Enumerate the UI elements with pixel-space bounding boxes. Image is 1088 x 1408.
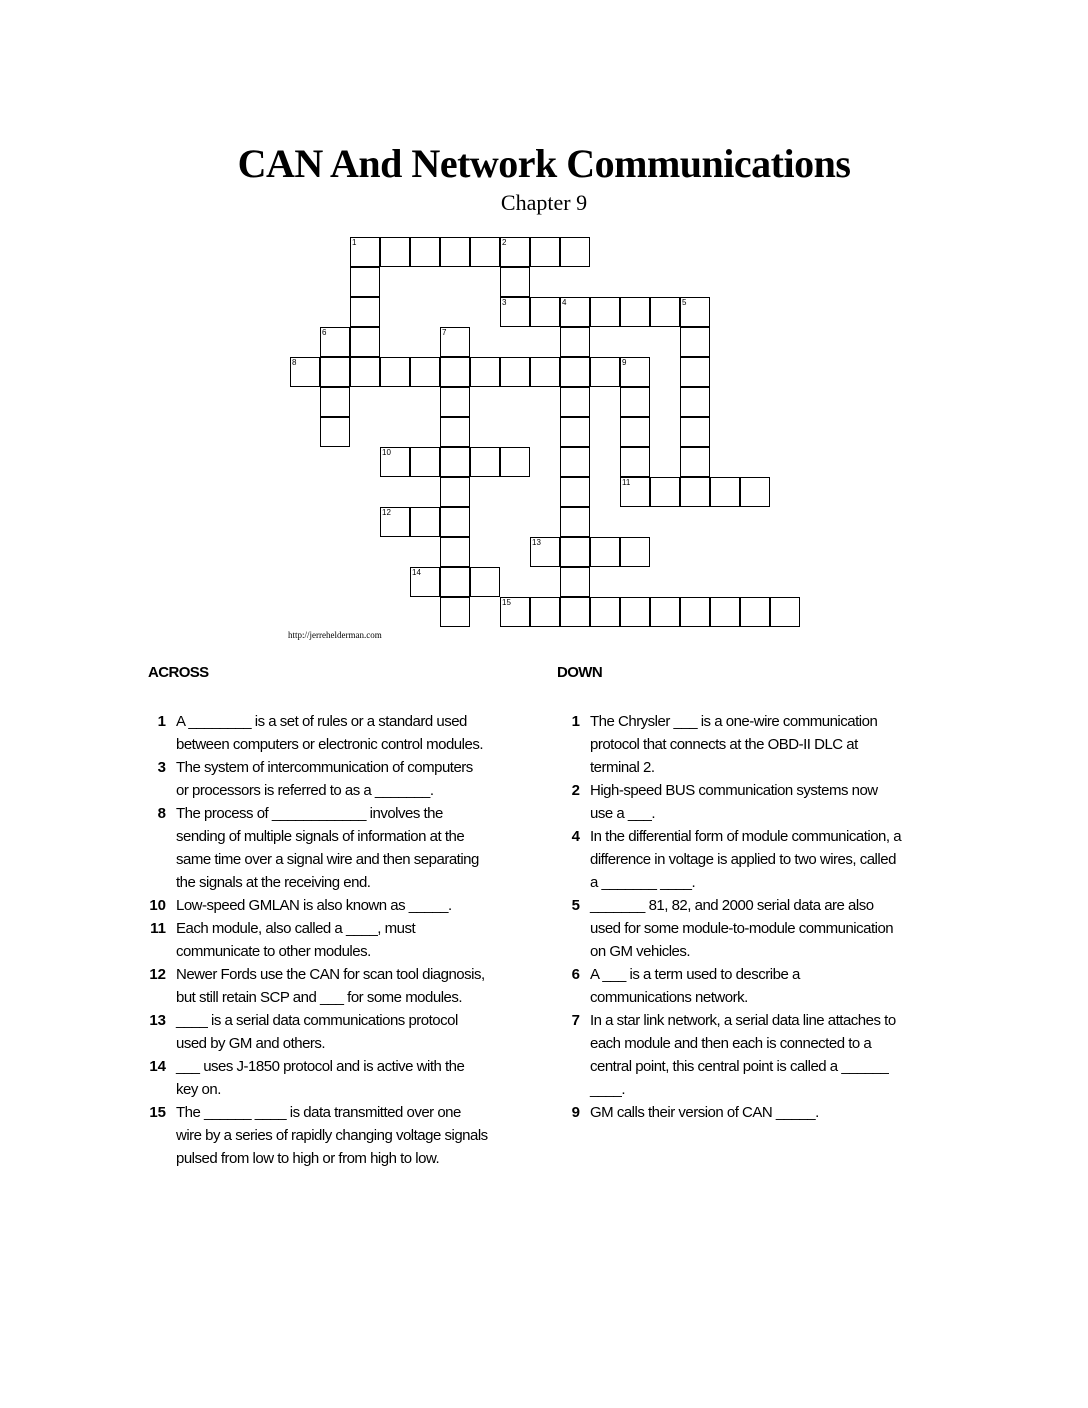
grid-cell xyxy=(470,567,500,597)
grid-cell xyxy=(620,597,650,627)
grid-cell xyxy=(560,297,590,327)
grid-cell xyxy=(350,267,380,297)
across-clue-text: Newer Fords use the CAN for scan tool diagnosis, but still retain SCP and ___ for some modules. xyxy=(176,966,485,1006)
grid-cell xyxy=(350,357,380,387)
grid-cell xyxy=(320,327,350,357)
grid-cell xyxy=(440,537,470,567)
down-clue xyxy=(562,825,902,894)
across-clue xyxy=(148,756,488,802)
grid-cell xyxy=(380,237,410,267)
grid-cell xyxy=(620,297,650,327)
grid-cell xyxy=(410,237,440,267)
grid-cell xyxy=(530,297,560,327)
grid-cell xyxy=(440,237,470,267)
grid-cell xyxy=(680,597,710,627)
grid-cell xyxy=(560,327,590,357)
down-clue-number: 1 xyxy=(571,713,580,730)
across-clue-number: 3 xyxy=(157,759,166,776)
across-clue-number: 10 xyxy=(149,897,166,914)
down-clue-number: 4 xyxy=(571,828,580,845)
grid-number: 8 xyxy=(292,358,297,367)
grid-cell xyxy=(380,507,410,537)
grid-cell xyxy=(620,417,650,447)
grid-number: 3 xyxy=(502,298,507,307)
across-clue xyxy=(148,894,488,917)
grid-cell xyxy=(440,477,470,507)
grid-cell xyxy=(620,357,650,387)
grid-cell xyxy=(350,297,380,327)
across-clue xyxy=(148,963,488,1009)
across-clue-list xyxy=(148,710,488,1170)
down-clue-number: 6 xyxy=(571,966,580,983)
grid-cell xyxy=(680,387,710,417)
grid-cell xyxy=(590,537,620,567)
grid-cell xyxy=(560,237,590,267)
across-clue-text: Low-speed GMLAN is also known as _____. xyxy=(176,897,452,914)
grid-cell xyxy=(500,267,530,297)
across-clue-number: 11 xyxy=(150,920,166,937)
down-clue-text: The Chrysler ___ is a one-wire communication protocol that connects at the OBD-II DLC at terminal 2. xyxy=(590,713,878,776)
grid-cell xyxy=(500,297,530,327)
grid-cell xyxy=(770,597,800,627)
grid-cell xyxy=(320,357,350,387)
across-clue-number: 13 xyxy=(149,1012,166,1029)
grid-cell xyxy=(440,357,470,387)
page-title: CAN And Network Communications xyxy=(237,141,851,186)
down-clue-number: 2 xyxy=(571,782,580,799)
grid-cell xyxy=(530,597,560,627)
down-clue xyxy=(562,1009,902,1101)
across-clue xyxy=(148,1009,488,1055)
grid-cell xyxy=(560,537,590,567)
grid-number: 12 xyxy=(382,508,391,517)
grid-cell xyxy=(500,447,530,477)
across-clue-text: Each module, also called a ____, must communicate to other modules. xyxy=(176,920,416,960)
grid-cell xyxy=(500,597,530,627)
down-clue xyxy=(562,1101,902,1124)
down-clue xyxy=(562,710,902,779)
grid-cell xyxy=(530,537,560,567)
down-clue-text: In the differential form of module communication, a difference in voltage is applied to two wires, called a _______ ____. xyxy=(590,828,902,891)
grid-cell xyxy=(440,507,470,537)
grid-cell xyxy=(380,357,410,387)
across-clue-number: 8 xyxy=(157,805,166,822)
grid-number: 6 xyxy=(322,328,327,337)
across-clue-text: ___ uses J-1850 protocol and is active with the key on. xyxy=(176,1058,465,1098)
grid-cell xyxy=(620,477,650,507)
across-clue xyxy=(148,1101,488,1170)
grid-cell xyxy=(500,237,530,267)
down-clue xyxy=(562,779,902,825)
grid-cell xyxy=(560,417,590,447)
grid-number: 7 xyxy=(442,328,447,337)
grid-cell xyxy=(440,327,470,357)
grid-number: 15 xyxy=(502,598,511,607)
grid-cell xyxy=(470,237,500,267)
grid-number: 10 xyxy=(382,448,391,457)
grid-cell xyxy=(560,597,590,627)
grid-cell xyxy=(650,477,680,507)
down-clue-number: 7 xyxy=(571,1012,580,1029)
grid-cell xyxy=(440,567,470,597)
credit-url: http://jerrehelderman.com xyxy=(288,630,382,640)
grid-cell xyxy=(410,357,440,387)
grid-cell xyxy=(740,597,770,627)
across-clue-text: The system of intercommunication of computers or processors is referred to as a _______. xyxy=(176,759,473,799)
across-clue xyxy=(148,802,488,894)
grid-number: 1 xyxy=(352,238,357,247)
grid-number: 4 xyxy=(562,298,567,307)
down-clue xyxy=(562,894,902,963)
grid-number: 13 xyxy=(532,538,541,547)
grid-cell xyxy=(440,387,470,417)
grid-cell xyxy=(740,477,770,507)
grid-cell xyxy=(440,447,470,477)
down-clue-text: A ___ is a term used to describe a communications network. xyxy=(590,966,800,1006)
grid-cell xyxy=(350,327,380,357)
grid-number: 14 xyxy=(412,568,421,577)
grid-cell xyxy=(620,387,650,417)
grid-cell xyxy=(530,357,560,387)
grid-cell xyxy=(680,357,710,387)
grid-cell xyxy=(710,477,740,507)
grid-cell xyxy=(410,447,440,477)
grid-cell xyxy=(470,447,500,477)
grid-cell xyxy=(440,597,470,627)
grid-number: 9 xyxy=(622,358,627,367)
grid-cell xyxy=(560,387,590,417)
down-heading: DOWN xyxy=(557,664,603,681)
grid-cell xyxy=(320,387,350,417)
down-clue-text: _______ 81, 82, and 2000 serial data are also used for some module-to-module communication on GM vehicles. xyxy=(590,897,894,960)
across-clue xyxy=(148,710,488,756)
grid-cell xyxy=(710,597,740,627)
across-clue-number: 14 xyxy=(149,1058,166,1075)
grid-cell xyxy=(680,477,710,507)
down-clue-text: High-speed BUS communication systems now use a ___. xyxy=(590,782,878,822)
across-clue xyxy=(148,1055,488,1101)
down-clue-text: GM calls their version of CAN _____. xyxy=(590,1104,819,1121)
grid-cell xyxy=(650,297,680,327)
across-clue-text: ____ is a serial data communications protocol used by GM and others. xyxy=(176,1012,458,1052)
grid-number: 2 xyxy=(502,238,507,247)
grid-cell xyxy=(620,447,650,477)
grid-cell xyxy=(320,417,350,447)
down-clue-number: 5 xyxy=(571,897,580,914)
grid-cell xyxy=(410,507,440,537)
across-clue-number: 12 xyxy=(149,966,166,983)
grid-cell xyxy=(440,417,470,447)
grid-cell xyxy=(560,477,590,507)
grid-number: 11 xyxy=(622,478,631,487)
grid-cell xyxy=(290,357,320,387)
across-clue-number: 1 xyxy=(157,713,166,730)
grid-number: 5 xyxy=(682,298,687,307)
grid-cell xyxy=(560,507,590,537)
across-clue xyxy=(148,917,488,963)
across-clue-text: The ______ ____ is data transmitted over one wire by a series of rapidly changing voltage signals pulsed from low to high or from high to low. xyxy=(176,1104,488,1167)
grid-cell xyxy=(350,237,380,267)
down-clue-text: In a star link network, a serial data line attaches to each module and then each is connected to a central point, this central point is called a ______ ____. xyxy=(590,1012,896,1098)
grid-cell xyxy=(680,447,710,477)
grid-cell xyxy=(560,357,590,387)
grid-cell xyxy=(680,327,710,357)
across-clue-number: 15 xyxy=(149,1104,166,1121)
page-subtitle: Chapter 9 xyxy=(500,190,588,215)
down-clue-list xyxy=(562,710,902,1124)
grid-cell xyxy=(560,567,590,597)
across-clue-text: A ________ is a set of rules or a standard used between computers or electronic control modules. xyxy=(176,713,483,753)
grid-cell xyxy=(500,357,530,387)
grid-cell xyxy=(620,537,650,567)
grid-cell xyxy=(590,357,620,387)
crossword-grid xyxy=(0,0,1088,640)
grid-cell xyxy=(470,357,500,387)
grid-cell xyxy=(650,597,680,627)
grid-cell xyxy=(530,237,560,267)
grid-cell xyxy=(590,297,620,327)
grid-cell xyxy=(680,297,710,327)
grid-cell xyxy=(560,447,590,477)
grid-cell xyxy=(680,417,710,447)
grid-cell xyxy=(380,447,410,477)
down-clue-number: 9 xyxy=(571,1104,580,1121)
down-clue xyxy=(562,963,902,1009)
grid-cell xyxy=(410,567,440,597)
across-clue-text: The process of ____________ involves the sending of multiple signals of information at the same time over a signal wire and then separating the signals at the receiving end. xyxy=(176,805,479,891)
grid-cell xyxy=(590,597,620,627)
across-heading: ACROSS xyxy=(148,664,209,681)
